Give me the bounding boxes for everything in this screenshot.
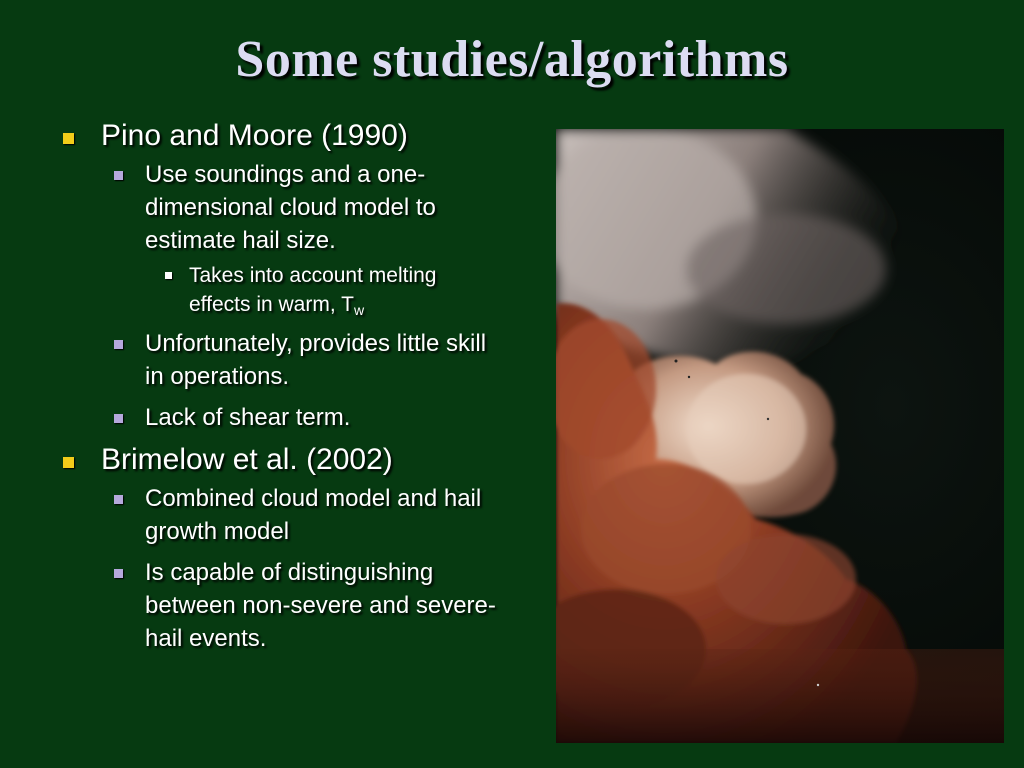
square-bullet-icon (114, 171, 123, 180)
square-bullet-icon (114, 340, 123, 349)
square-bullet-icon (165, 272, 172, 279)
sub-bullet-list (101, 158, 500, 434)
subscript-w: w (353, 302, 365, 318)
sub-sub-bullet-melting (145, 261, 500, 319)
sub-bullet-soundings (101, 158, 500, 319)
bullet-list (60, 118, 500, 655)
bullet-text: Brimelow et al. (2002) (101, 443, 393, 476)
square-bullet-icon (114, 495, 123, 504)
sub-bullet-list (101, 482, 500, 655)
square-bullet-icon (63, 133, 74, 144)
square-bullet-icon (114, 569, 123, 578)
square-bullet-icon (114, 414, 123, 423)
bullet-text: Pino and Moore (1990) (101, 119, 408, 152)
sub-sub-bullet-list (145, 261, 500, 319)
sub-bullet-text: Is capable of distinguishing between non-severe and severe-hail events. (145, 559, 496, 652)
sub-bullet-text: Use soundings and a one-dimensional cloud model to estimate hail size. (145, 161, 436, 254)
slide-title: Some studies/algorithms (235, 31, 789, 88)
square-bullet-icon (63, 457, 74, 468)
sub-bullet-text: Lack of shear term. (145, 404, 351, 431)
sub-bullet-text: Unfortunately, provides little skill in operations. (145, 330, 487, 390)
storm-cloud-photo (556, 129, 1004, 743)
bullet-brimelow (60, 442, 500, 655)
sub-sub-bullet-text: Takes into account melting effects in warm, T (189, 264, 437, 316)
sub-bullet-little-skill (101, 327, 500, 393)
sub-bullet-shear (101, 401, 500, 434)
sub-bullet-text: Combined cloud model and hail growth model (145, 485, 482, 545)
sub-bullet-distinguishing (101, 556, 500, 655)
bullet-pino-moore (60, 118, 500, 434)
sub-bullet-combined-model (101, 482, 500, 548)
